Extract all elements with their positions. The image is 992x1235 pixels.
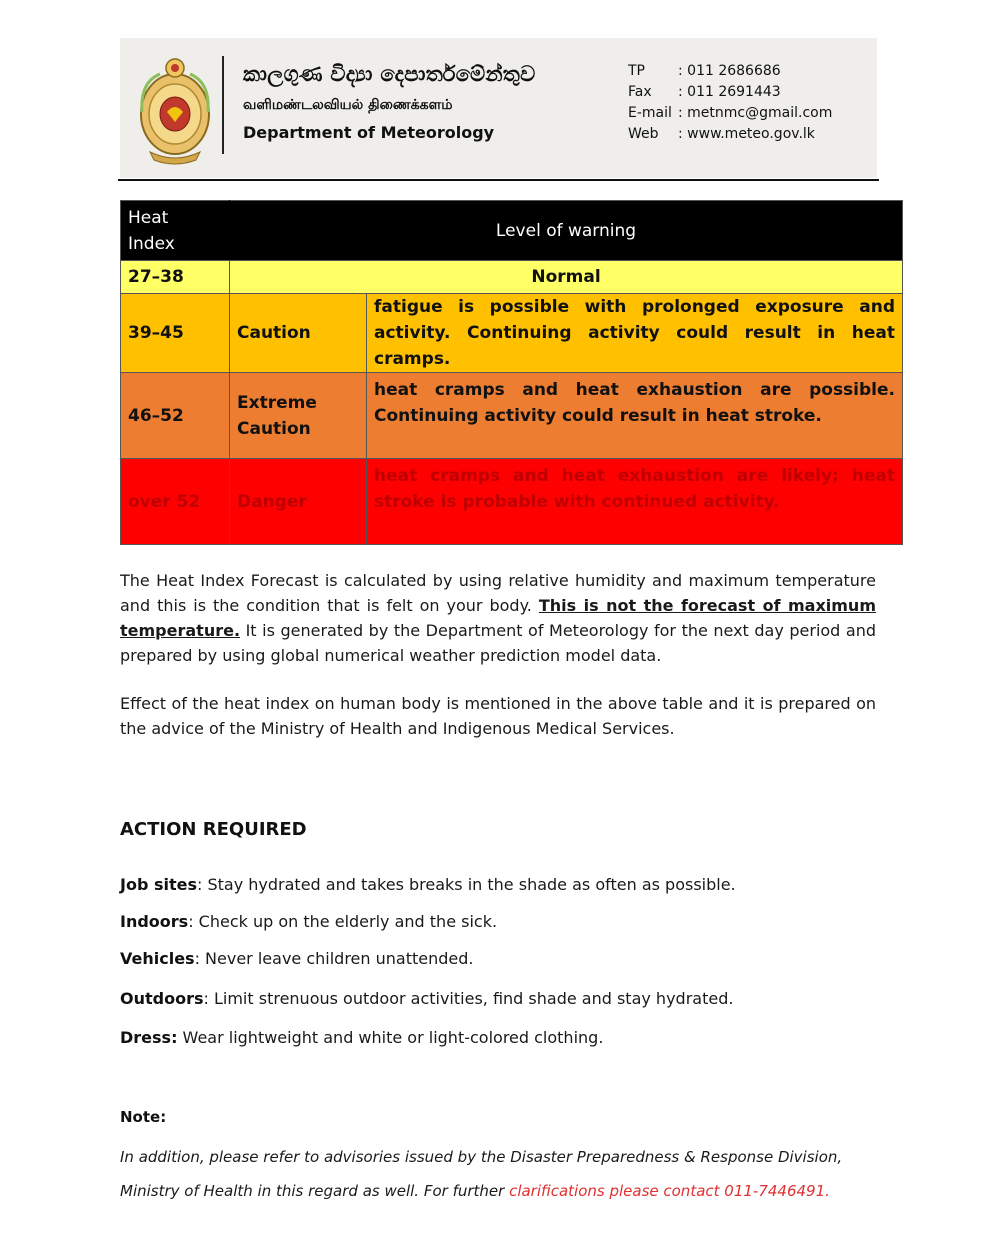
action-label: Vehicles	[120, 949, 195, 968]
action-item-dress	[120, 1028, 603, 1047]
action-sep: :	[197, 875, 203, 894]
action-required-heading: ACTION REQUIRED	[120, 819, 307, 840]
range-cell: 46–52	[121, 373, 230, 459]
contact-label: Fax	[628, 84, 652, 100]
action-sep: :	[194, 949, 200, 968]
department-name-english: Department of Meteorology	[243, 123, 495, 142]
action-label: Job sites	[120, 875, 197, 894]
sri-lanka-emblem-icon	[132, 52, 218, 168]
header-level-of-warning: Level of warning	[230, 201, 903, 261]
action-item-indoors	[120, 912, 497, 931]
action-item-job-sites	[120, 875, 736, 894]
explanation-text-end: It is generated by the Department of Meteorology for the next day period and prepared by using global numerical weather prediction model data.	[120, 621, 876, 665]
action-item-outdoors	[120, 989, 733, 1008]
range-cell: over 52	[121, 459, 230, 545]
action-text: Wear lightweight and white or light-colored clothing.	[177, 1028, 604, 1047]
note-contact: clarifications please contact 011-7446491.	[509, 1182, 830, 1200]
level-cell: Caution	[230, 294, 367, 373]
contact-label: TP	[628, 63, 645, 79]
header-rule	[118, 179, 879, 181]
range-cell: 27–38	[121, 261, 230, 294]
note-text	[120, 1140, 880, 1208]
action-text: Check up on the elderly and the sick.	[193, 912, 498, 931]
contact-row-fax	[628, 84, 832, 105]
action-text: Never leave children unattended.	[199, 949, 474, 968]
contact-row-email	[628, 105, 832, 126]
description-cell: fatigue is possible with prolonged exposure and activity. Continuing activity could result in heat cramps.	[367, 294, 903, 373]
action-label: Indoors	[120, 912, 189, 931]
header-divider	[222, 56, 224, 154]
contact-label: Web	[628, 126, 659, 142]
table-row-danger	[121, 459, 903, 545]
contact-value: : 011 2686686	[678, 63, 781, 79]
note-body: In addition, please refer to advisories issued by the Disaster Preparedness & Response Division, Ministry of Health in this regard as well. For further	[120, 1148, 843, 1200]
level-cell	[230, 373, 367, 459]
header-heat-label: Heat	[128, 207, 169, 228]
action-label: Outdoors	[120, 989, 204, 1008]
contact-row-web	[628, 126, 832, 147]
table-row-normal	[121, 261, 903, 294]
range-cell: 39–45	[121, 294, 230, 373]
header-index-label: Index	[128, 233, 175, 254]
contact-value: : 011 2691443	[678, 84, 781, 100]
contact-value[interactable]: : metnmc@gmail.com	[678, 105, 833, 121]
note-label: Note:	[120, 1108, 167, 1126]
department-name-tamil: வளிமண்டலவியல் திணைக்களம்	[243, 97, 453, 113]
header-heat-index	[121, 201, 230, 261]
action-text: Limit strenuous outdoor activities, find shade and stay hydrated.	[208, 989, 734, 1008]
level-cell: Danger	[230, 459, 367, 545]
action-text: Stay hydrated and takes breaks in the shade as often as possible.	[202, 875, 736, 894]
explanation-emphasis: This is not the forecast of maximum temperature.	[120, 596, 876, 640]
contact-value[interactable]: : www.meteo.gov.lk	[678, 126, 815, 142]
action-item-vehicles	[120, 949, 473, 968]
heat-index-table	[120, 200, 903, 545]
explanation-text: The Heat Index Forecast is calculated by using relative humidity and maximum temperature and this is the condition that is felt on your body.	[120, 571, 876, 615]
contact-details	[628, 63, 832, 147]
effect-explanation: Effect of the heat index on human body is mentioned in the above table and it is prepared on the advice of the Ministry of Health and Indigenous Medical Services.	[120, 694, 876, 738]
contact-row-tp	[628, 63, 832, 84]
action-sep: :	[203, 989, 209, 1008]
heat-index-explanation	[120, 568, 876, 668]
department-names	[243, 62, 536, 142]
table-header-row	[121, 201, 903, 261]
action-label: Dress:	[120, 1028, 178, 1047]
contact-label: E-mail	[628, 105, 672, 121]
department-name-sinhala: කාලගුණ විද්‍යා දෙපාර්තමේන්තුව	[243, 62, 536, 86]
level-line: Caution	[237, 418, 311, 439]
letterhead	[120, 38, 877, 178]
level-line: Extreme	[237, 392, 317, 413]
description-cell: heat cramps and heat exhaustion are possible. Continuing activity could result in heat stroke.	[367, 373, 903, 459]
description-cell: heat cramps and heat exhaustion are likely; heat stroke is probable with continued activity.	[367, 459, 903, 545]
table-row-caution	[121, 294, 903, 373]
level-cell: Normal	[230, 261, 903, 294]
action-sep: :	[188, 912, 194, 931]
table-row-extreme-caution	[121, 373, 903, 459]
